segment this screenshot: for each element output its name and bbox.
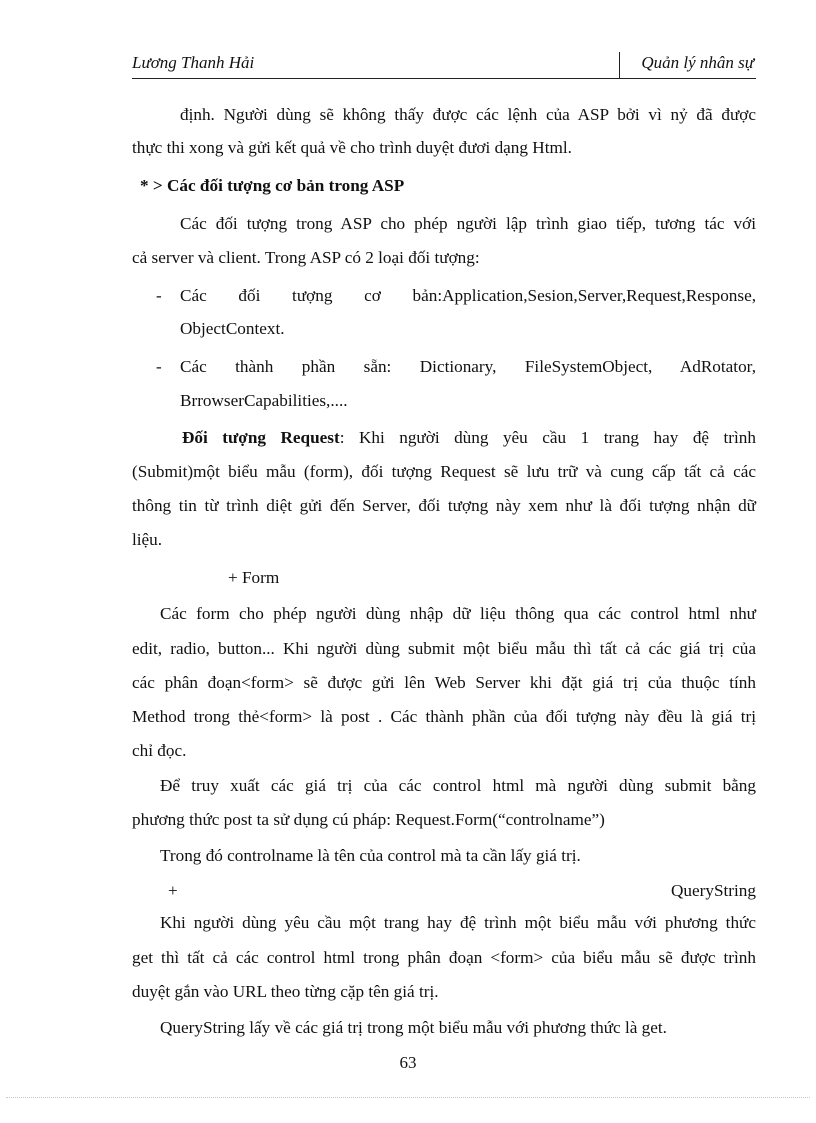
body-line: Trong đó controlname là tên của control mà ta cần lấy giá trị. (160, 846, 581, 865)
bullet-dash: - (156, 286, 162, 305)
page-number: 63 (399, 1053, 417, 1072)
subheading-form: + Form (228, 568, 280, 587)
bullet-line: ObjectContext. (180, 319, 285, 338)
bullet-dash: - (156, 357, 162, 376)
bullet-line: Các thành phần sẵn: Dictionary, FileSystemObject, AdRotator, (180, 357, 756, 376)
bullet-line: BrrowserCapabilities,.... (180, 391, 348, 410)
body-line: định. Người dùng sẽ không thấy được các lệnh của ASP bởi vì nỷ đã được (180, 105, 756, 124)
header-author: Lương Thanh Hải (132, 53, 255, 72)
body-line: phương thức post ta sử dụng cú pháp: Request.Form(“controlname”) (132, 810, 605, 829)
bullet-line: Các đối tượng cơ bản:Application,Sesion,Server,Request,Response, (180, 286, 756, 305)
body-line: Method trong thẻ<form> là post . Các thành phần của đối tượng này đều là giá trị (132, 707, 756, 726)
header-divider (619, 52, 620, 78)
body-line: chỉ đọc. (132, 741, 187, 760)
body-line: (Submit)một biểu mẫu (form), đối tượng Request sẽ lưu trữ và cung cấp tất cả các (132, 462, 756, 481)
header-subject: Quản lý nhân sự (641, 53, 754, 72)
body-line: QueryString lấy về các giá trị trong một biểu mẫu với phương thức là get. (160, 1018, 667, 1037)
subheading-plus: + (168, 881, 178, 900)
term-request: Đối tượng Request (182, 428, 340, 447)
section-heading (140, 174, 404, 198)
body-line: Các form cho phép người dùng nhập dữ liệu thông qua các control html như (160, 604, 756, 623)
body-line: các phân đoạn<form> sẽ được gửi lên Web Server khi đặt giá trị của thuộc tính (132, 673, 756, 692)
body-line: cả server và client. Trong ASP có 2 loại đối tượng: (132, 248, 480, 267)
page-bottom-border (6, 1097, 810, 1098)
body-line: thông tin từ trình diệt gửi đến Server, đối tượng này xem như là đối tượng nhận dữ (132, 496, 756, 515)
body-line: get thì tất cả các control html trong phân đoạn <form> của biểu mẫu sẽ được trình (132, 948, 756, 967)
body-line: duyệt gắn vào URL theo từng cặp tên giá trị. (132, 982, 439, 1001)
body-line: Các đối tượng trong ASP cho phép người lập trình giao tiếp, tương tác với (180, 214, 756, 233)
body-line: Khi người dùng yêu cầu một trang hay đệ trình một biểu mẫu với phương thức (160, 913, 756, 932)
body-line: liệu. (132, 530, 163, 549)
page-header (132, 52, 756, 79)
body-line: Đối tượng Request: Khi người dùng yêu cầu 1 trang hay đệ trình (182, 428, 756, 447)
body-line: thực thi xong và gửi kết quả về cho trình duyệt đươi dạng Html. (132, 138, 572, 157)
body-line: edit, radio, button... Khi người dùng submit một biểu mẫu thì tất cả các giá trị của (132, 639, 756, 658)
heading-text: Các đối tượng cơ bản trong ASP (166, 176, 405, 195)
subheading-querystring: QueryString (671, 881, 756, 900)
body-line: Để truy xuất các giá trị của các control html mà người dùng submit bằng (160, 776, 756, 795)
heading-marker: * > (140, 176, 163, 195)
